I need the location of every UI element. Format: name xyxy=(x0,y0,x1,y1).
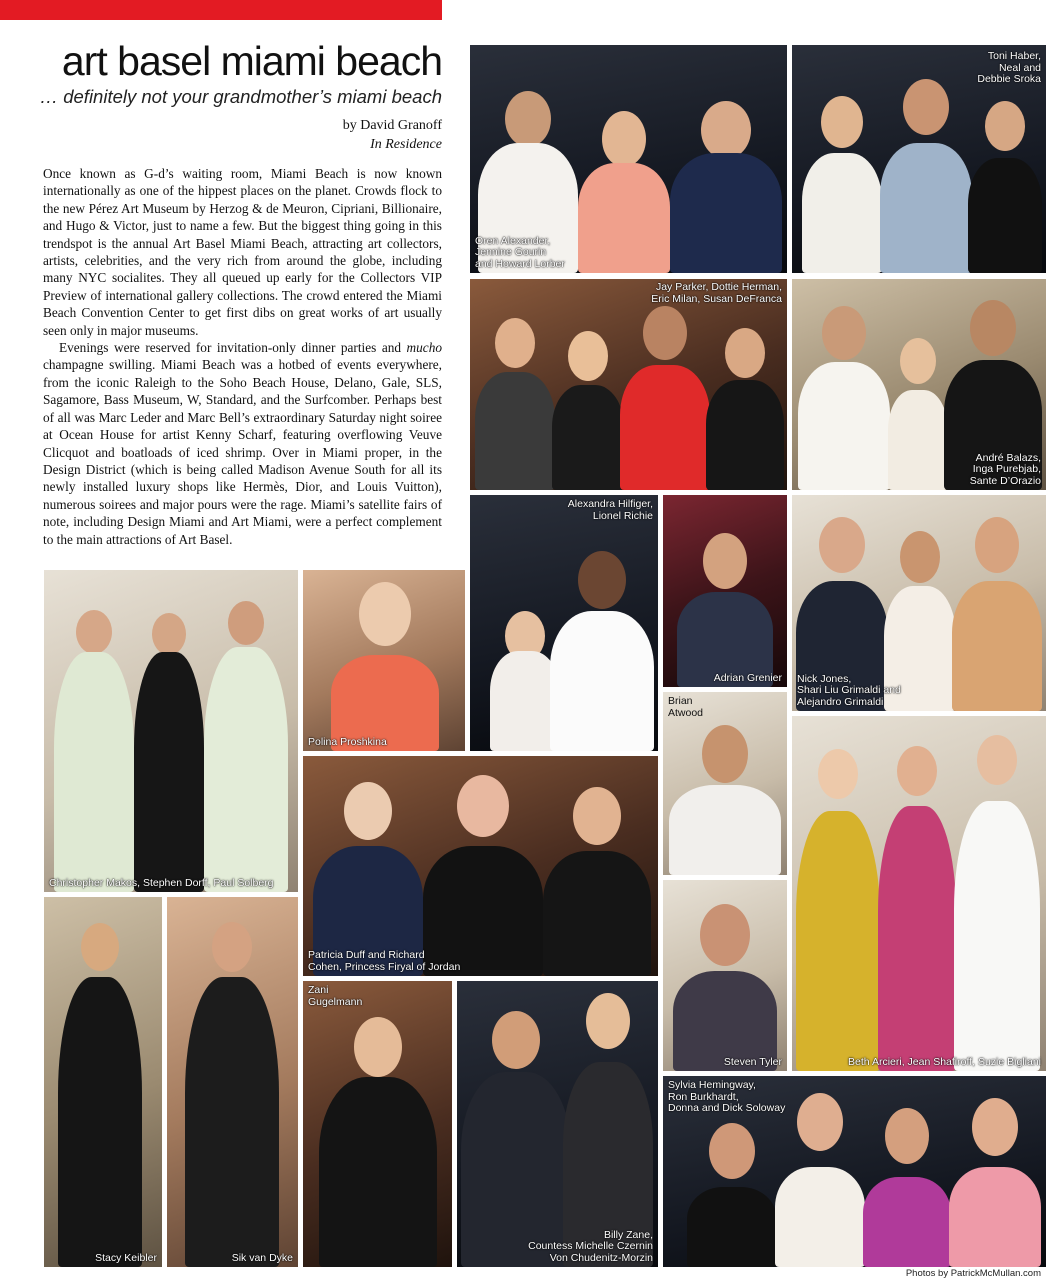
byline xyxy=(200,116,442,154)
photo-figure xyxy=(550,521,654,751)
article-subtitle: … definitely not your grandmother’s miami beach xyxy=(39,86,442,107)
photo-caption: André Balazs, Inga Purebjab, Sante D’Orazio xyxy=(969,451,1041,487)
photo-caption: Billy Zane, Countess Michelle Czernin Von Chudenitz-Morzin xyxy=(528,1228,653,1264)
photo-figure xyxy=(543,781,651,976)
photo-figure xyxy=(313,776,423,976)
photo-andre-balazs xyxy=(792,279,1046,490)
photo-oren-alexander xyxy=(470,45,787,273)
photo-caption: Stacy Keibler xyxy=(95,1251,157,1264)
photo-figure xyxy=(952,511,1042,711)
photo-steven-tyler xyxy=(663,880,787,1071)
photo-figure xyxy=(880,73,972,273)
photo-jay-parker xyxy=(470,279,787,490)
photo-caption: Patricia Duff and Richard Cohen, Princess Firyal of Jordan xyxy=(308,949,461,973)
header-red-bar xyxy=(0,0,442,20)
photo-alexandra-hilfiger xyxy=(470,495,658,751)
photo-figure xyxy=(949,1092,1041,1267)
article-title: art basel miami beach xyxy=(61,38,442,84)
photo-figure xyxy=(968,93,1042,273)
photo-brian-atwood xyxy=(663,692,787,875)
photo-caption: Polina Proshkina xyxy=(308,735,387,748)
photo-caption: Steven Tyler xyxy=(723,1055,782,1068)
photo-caption: Sik van Dyke xyxy=(231,1251,293,1264)
photo-sik-van-dyke xyxy=(167,897,298,1267)
photo-figure xyxy=(620,300,710,490)
photo-caption: Oren Alexander, Jennine Gourin and Howard Lorber xyxy=(475,234,565,270)
body-paragraph-1: Once known as G-d’s waiting room, Miami Beach is now known internationally as one of the hippest places on the planet. Crowds flock to the new Pérez Art Museum by Herzog & de Meuron, Cipriani, Billionaire, and Hugo & Victor, just to name a few. But the biggest thing going in this trendspot is the annual Art Basel Miami Beach, attracting art collectors, artists, celebrities, and the very rich from around the globe, including many NYC socialites. They all queued up early for the Collectors VIP Preview of international gallery collections. The crowd entered the Miami Beach Convention Center to get first dibs on great works of art usually seen only in major museums. xyxy=(43,166,442,338)
photo-figure xyxy=(319,1007,437,1267)
photo-caption: Brian Atwood xyxy=(668,695,704,719)
byline-author: by David Granoff xyxy=(342,118,442,133)
photo-figure xyxy=(185,912,279,1267)
photo-figure xyxy=(670,95,782,273)
photo-caption: Zani Gugelmann xyxy=(308,984,363,1008)
photo-polina-proshkina xyxy=(303,570,465,751)
photo-figure xyxy=(802,88,882,273)
body-paragraph-2 xyxy=(43,339,442,548)
photo-figure xyxy=(461,997,571,1267)
photo-figure xyxy=(563,987,653,1267)
photo-caption: Beth Arcieri, Jean Shafiroff, Suzie Bigliani xyxy=(848,1055,1041,1068)
photo-beth-arcieri xyxy=(792,716,1046,1071)
photo-figure xyxy=(54,602,134,892)
photo-figure xyxy=(475,310,555,490)
photo-caption: Alexandra Hilfiger, Lionel Richie xyxy=(567,498,653,522)
photo-figure xyxy=(669,715,781,875)
body-paragraph-2-emphasis: mucho xyxy=(406,340,442,356)
photo-caption: Jay Parker, Dottie Herman, Eric Milan, Susan DeFranca xyxy=(651,281,782,305)
photo-figure xyxy=(798,300,890,490)
photo-adrian-grenier xyxy=(663,495,787,687)
photo-figure xyxy=(687,1117,777,1267)
photo-figure xyxy=(134,607,204,892)
photo-caption: Toni Haber, Neal and Debbie Sroka xyxy=(977,50,1041,85)
photo-figure xyxy=(796,741,880,1071)
photo-figure xyxy=(954,731,1040,1071)
photo-caption: Christopher Makos, Stephen Dorff, Paul Solberg xyxy=(49,876,274,889)
photo-figure xyxy=(423,771,543,976)
photo-figure xyxy=(888,330,948,490)
photo-figure xyxy=(552,325,624,490)
photo-figure xyxy=(677,527,773,687)
photo-figure xyxy=(331,576,439,751)
photo-figure xyxy=(878,736,956,1071)
photo-christopher-makos xyxy=(44,570,298,892)
photo-figure xyxy=(204,597,288,892)
photo-nick-jones xyxy=(792,495,1046,711)
photo-figure xyxy=(706,320,784,490)
byline-publication: In Residence xyxy=(370,137,442,152)
photo-figure xyxy=(775,1087,865,1267)
photo-toni-haber xyxy=(792,45,1046,273)
body-paragraph-2-part-b: champagne swilling. Miami Beach was a hotbed of events everywhere, from the iconic Raleigh to the Soho Beach House, Delano, Gale, SLS, Sagamore, Bass Museum, W, Standard, and the Surfcomber. Perhaps best of all was Marc Leder and Marc Bell’s extraordinary Saturday night soiree at Ocean House for artist Kenny Scharf, featuring overflowing Veuve Clicquot and boatloads of iced shrimp. Over in Miami proper, in the Design District (which is being called Madison Avenue South for all its newly installed luxury shops like Hermès, Dior, and Louis Vuitton), numerous soirees and major pours were the rage. Miami’s satellite fairs of note, including Design Miami and Art Miami, were a perfect complement to the main attractions of Art Basel. xyxy=(43,357,442,547)
photo-caption: Sylvia Hemingway, Ron Burkhardt, Donna and Dick Soloway xyxy=(668,1079,786,1114)
photo-sylvia-hemingway xyxy=(663,1076,1046,1267)
photo-credit: Photos by PatrickMcMullan.com xyxy=(905,1268,1041,1279)
photo-figure xyxy=(863,1102,951,1267)
photo-figure xyxy=(58,917,142,1267)
body-paragraph-2-part-a: Evenings were reserved for invitation-only dinner parties and xyxy=(59,340,407,356)
photo-figure xyxy=(673,896,777,1071)
photo-caption: Adrian Grenier xyxy=(713,671,782,684)
photo-patricia-duff xyxy=(303,756,658,976)
photo-figure xyxy=(578,103,670,273)
article-body xyxy=(43,165,442,548)
photo-stacy-keibler xyxy=(44,897,162,1267)
photo-zani-gugelmann xyxy=(303,981,452,1267)
photo-caption: Nick Jones, Shari Liu Grimaldi and Alejandro Grimaldi xyxy=(797,672,901,708)
photo-billy-zane xyxy=(457,981,658,1267)
